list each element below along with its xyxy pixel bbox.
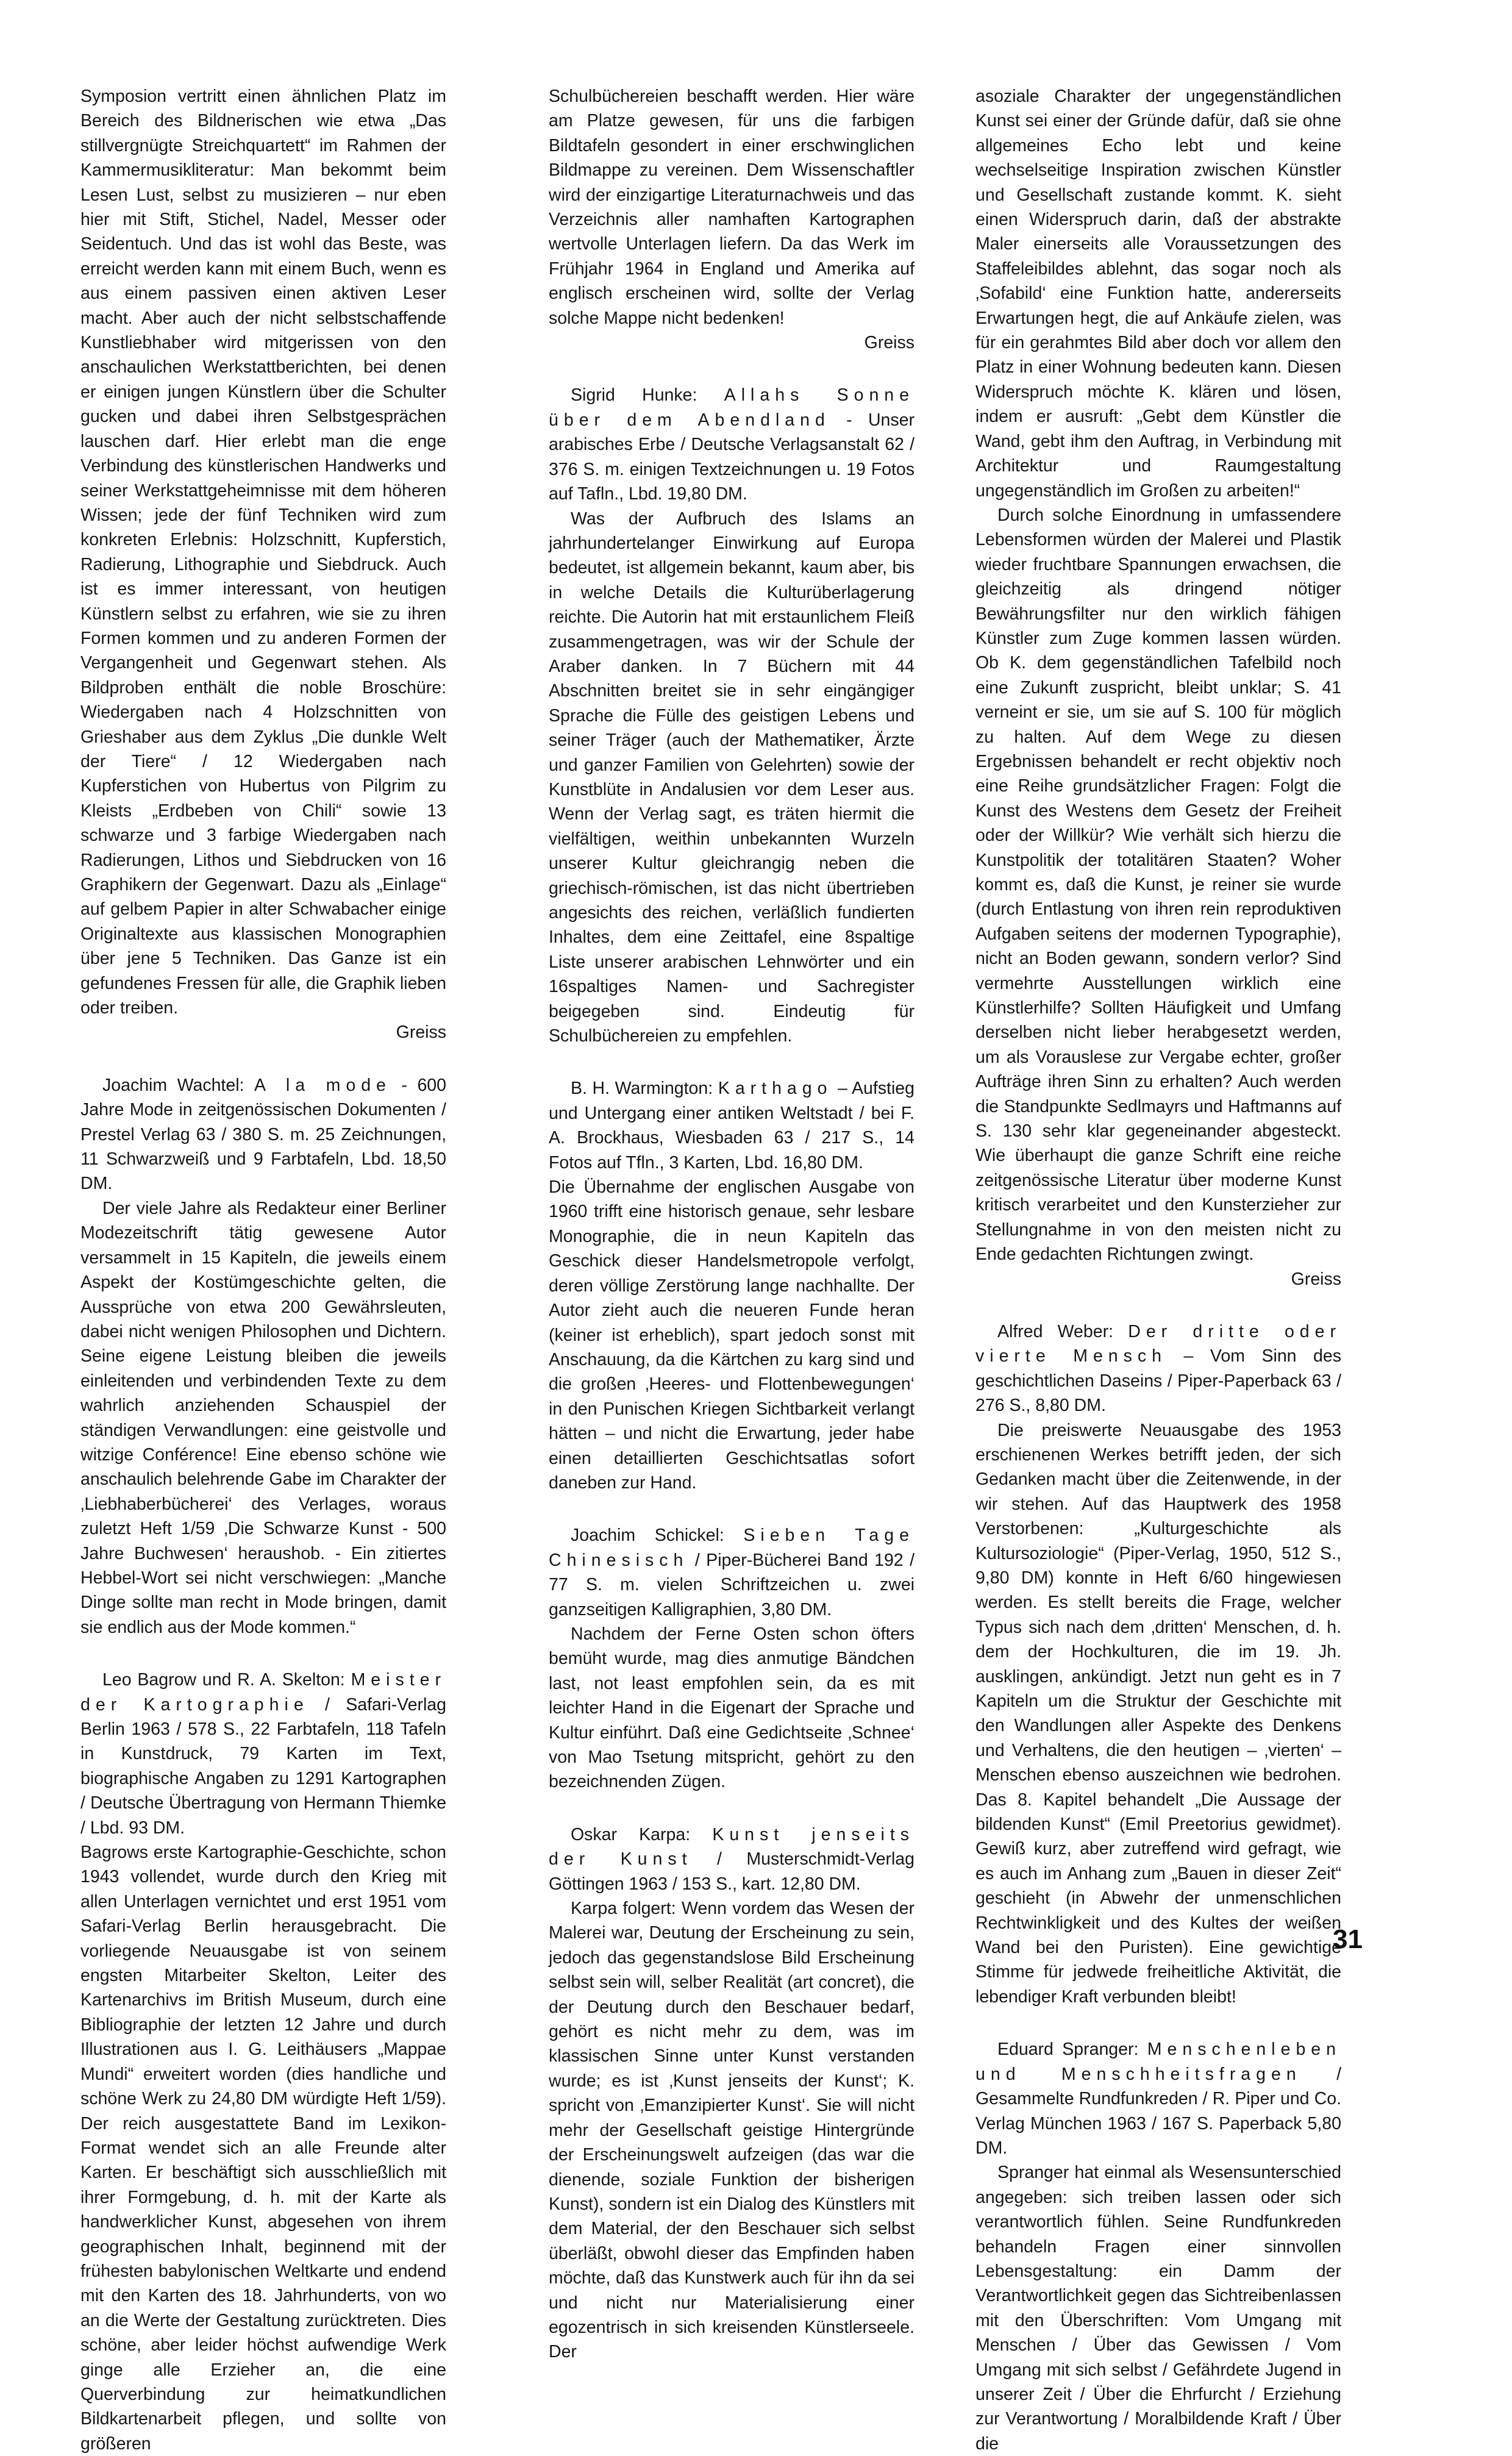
review-paragraph: Symposion vertritt einen ähnlichen Platz im Bereich des Bildnerischen wie etwa „Das stillvergnügte Streichquartett“ im Rahmen der Kammermusikliteratur: Man bekommt beim Lesen Lust, selbst zu musizieren – nur eben hier mit Stift, Stichel, Nadel, Messer oder Seidentuch. Und das ist wohl das Beste, was erreicht werden kann mit einem Buch, wenn es aus einem passiven einen aktiven Leser macht. Aber auch der nicht selbstschaffende Kunstliebhaber wird mitgerissen von den anschaulichen Werkstattberichten, bei denen er einigen jungen Künstlern über die Schulter gucken und dabei ihren Selbstgesprächen lauschen darf. Hier erlebt man die enge Verbindung des künstlerischen Handwerks und seiner Werkstattgeheimnisse mit dem höheren Wissen; jede der fünf Techniken wird zum konkreten Erlebnis: Holzschnitt, Kupferstich, Radierung, Lithographie und Siebdruck. Auch ist es immer interessant, von heutigen Künstlern selbst zu erfahren, wie sie zu ihren Formen kommen und zu anderen Formen der Vergangenheit und Gegenwart stehen. Als Bildproben enthält die noble Broschüre: Wiedergaben nach 4 Holzschnitten von Grieshaber aus dem Zyklus „Die dunkle Welt der Tiere“ / 12 Wiedergaben nach Kupferstichen von Hubertus von Pilgrim zu Kleists „Erdbeben von Chili“ sowie 13 schwarze und 3 farbige Wiedergaben nach Radierungen, Lithos und Siebdrucken von 16 Graphikern der Gegenwart. Dazu als „Einlage“ auf gelbem Papier in alter Schwabacher einige Originaltexte aus klassischen Monographien über jene 5 Techniken. Das Ganze ist ein gefundenes Fressen für alle, die Graphik lieben oder treiben. xyxy=(80,87,446,1018)
review-heading xyxy=(549,1523,915,1622)
review-title: Sieben Tage Chinesisch xyxy=(549,1526,915,1570)
review-heading xyxy=(80,1073,446,1196)
review-author: Oskar Karpa: xyxy=(571,1824,713,1844)
review-title: Allahs Sonne über dem Abendland xyxy=(549,385,915,430)
review-continuation-symposion xyxy=(80,84,446,1045)
review-publication-info: - Unser arabisches Erbe / Deutsche Verlagsanstalt 62 / 376 S. m. einigen Textzeichnungen u. 19 Fotos auf Tafln., Lbd. 19,80 DM. xyxy=(549,410,915,504)
review-publication-info: / Musterschmidt-Verlag Göttingen 1963 / 153 S., kart. 12,80 DM. xyxy=(549,1849,915,1894)
review-paragraph: Die preiswerte Neuausgabe des 1953 erschienenen Werkes betrifft jeden, der sich Gedanken macht über die Zeitenwende, in der wir stehen. Auf das Hauptwerk des 1958 Verstorbenen: „Kulturgeschichte als Kultursoziologie“ (Piper-Verlag, 1950, 512 S., 9,80 DM) konnte in Heft 6/60 hingewiesen werden. Es stellt bereits die Frage, welcher Typus sich nach dem ‚dritten‘ Menschen, d. h. dem der Hochkulturen, die im 19. Jh. ausklingen, ankündigt. Jetzt nun geht es in 7 Kapiteln um die Struktur der Geschichte mit den Wandlungen aller Aspekte des Denkens und Verhaltens, die den heutigen – ‚vierten‘ – Menschen ebenso auszeichnen wie bedrohen. Das 8. Kapitel behandelt „Die Aussage der bildenden Kunst“ (Emil Preetorius gewidmet). Gewiß kurz, aber zutreffend wird gefragt, wie es auch im Anhang zum „Bauen in dieser Zeit“ geschieht (in Abwehr der unmenschlichen Rechtwinkligkeit und des Kultes der weißen Wand bei den Puristen). Eine gewichtige Stimme für jedwede freiheitliche Aktivität, die lebendiger Kraft verbunden bleibt! xyxy=(975,1420,1341,2007)
review-continuation-karpa xyxy=(975,84,1341,1291)
review-signature: Greiss xyxy=(1291,1269,1341,1289)
review-paragraph: Was der Aufbruch des Islams an jahrhundertelanger Einwirkung auf Europa bedeutet, ist allgemein bekannt, kaum aber, bis in welche Details die Kulturüberlagerung reichte. Die Autorin hat mit erstaunlichem Fleiß zusammengetragen, was wir der Schule der Araber danken. In 7 Büchern mit 44 Abschnitten breitet sie in sehr eingängiger Sprache die Fülle des geistigen Lebens und seiner Träger (auch der Mathematiker, Ärzte und ganzer Familien von Gelehrten) sowie der Kunstblüte in Andalusien vor dem Leser aus. Wenn der Verlag sagt, es träten hiermit die vielfältigen, weithin unbekannten Wurzeln unserer Kultur gleichrangig neben die griechisch-römischen, ist das nicht übertrieben angesichts des reichen, verläßlich fundierten Inhaltes, dem eine Zeittafel, eine 8spaltige Liste unserer arabischen Lehnwörter und ein 16spaltiges Namen- und Sachregister beigegeben sind. Eindeutig für Schulbüchereien zu empfehlen. xyxy=(549,509,915,1046)
column-3 xyxy=(975,84,1341,2454)
review-heading xyxy=(975,2037,1341,2160)
review-title: A la mode xyxy=(254,1075,391,1095)
review-publication-info: / Piper-Bücherei Band 192 / 77 S. m. vielen Schriftzeichen u. zwei ganzseitigen Kalligraphien, 3,80 DM. xyxy=(549,1550,915,1619)
review-heading xyxy=(549,383,915,506)
review-heading xyxy=(975,1319,1341,1418)
review-kunst-jenseits-der-kunst xyxy=(549,1822,915,2365)
review-sieben-tage-chinesisch xyxy=(549,1523,915,1794)
review-paragraph: Nachdem der Ferne Osten schon öfters bemüht wurde, mag dies anmutige Bändchen last, not least empfohlen sein, da es mit leichter Hand in die Eigenart der Sprache und Kultur einführt. Daß eine Gedichtseite ‚Schnee‘ von Mao Tsetung mitspricht, gehört zu den bezeichnenden Zügen. xyxy=(549,1624,915,1792)
review-paragraph: Karpa folgert: Wenn vordem das Wesen der Malerei war, Deutung der Erscheinung zu sein, jedoch das gegenstandslose Bild Erscheinung selbst sein will, selber Realität (art concret), die der Deutung durch den Beschauer bedarf, gehört es nicht mehr zu dem, was im klassischen Sinne unter Kunst verstanden wurde; es ist ‚Kunst jenseits der Kunst‘; K. spricht von ‚Emanzipierter Kunst‘. Sie will nicht mehr der Gesellschaft geistige Hintergründe der Erscheinungswelt aufzeigen (das war die dienende, soziale Funktion der bisherigen Kunst), sondern ist ein Dialog des Künstlers mit dem Material, der den Beschauer sich selbst überläßt, obwohl dieser das Empfinden haben möchte, daß das Kunstwerk auch für ihn da sei und nicht nur Materialisierung einer egozentrisch in sich kreisenden Künstlerseele. Der xyxy=(549,1899,915,2362)
review-publication-info: – Aufstieg und Untergang einer antiken Weltstadt / bei F. A. Brockhaus, Wiesbaden 63 / 217 S., 14 Fotos auf Tfln., 3 Karten, Lbd. 16,80 DM. xyxy=(549,1079,915,1173)
page-number: 31 xyxy=(1333,1924,1363,1954)
review-title: Kunst jenseits der Kunst xyxy=(549,1824,915,1869)
review-heading xyxy=(80,1668,446,1840)
review-heading xyxy=(549,1076,915,1175)
review-paragraph: Die Übernahme der englischen Ausgabe von 1960 trifft eine historisch genaue, sehr lesbare Monographie, die in neun Kapiteln das Geschick dieser Handelsmetropole verfolgt, deren völlige Zerstörung lange nachhallte. Der Autor zieht auch die neueren Funde heran (keiner ist erheblich), spart jedoch sonst mit Anschauung, da die Kärtchen zu karg sind und die großen ‚Heeres- und Flottenbewegungen‘ in den Punischen Kriegen Sichtbarkeit verlangt hätten – und nicht die Erwartung, jeder habe einen detaillierten Geschichtsatlas sofort daneben zur Hand. xyxy=(549,1177,915,1493)
review-title: Meister der Kartographie xyxy=(80,1670,446,1715)
review-paragraph: Spranger hat einmal als Wesensunterschied angegeben: sich treiben lassen oder sich verantwortlich fühlen. Seine Rundfunkreden behandeln Fragen einer sinnvollen Lebensgestaltung: ein Damm der Verantwortlichkeit gegen das Sichtreibenlassen mit den Überschriften: Vom Umgang mit Menschen / Über das Gewissen / Vom Umgang mit sich selbst / Gefährdete Jugend in unserer Zeit / Über die Ehrfurcht / Erziehung zur Verantwortung / Moralbildende Kraft / Über die xyxy=(975,2163,1341,2454)
review-author: Alfred Weber: xyxy=(997,1321,1129,1341)
review-paragraph: Der viele Jahre als Redakteur einer Berliner Modezeitschrift tätig gewesene Autor versammelt in 15 Kapiteln, die jeweils einem Aspekt der Kostümgeschichte gelten, die Aussprüche von etwa 200 Gewährsleuten, dabei nicht wenigen Philosophen und Dichtern. Seine eigene Leistung bleiben die jeweils einleitenden und verbindenden Texte zu dem wahrlich anziehenden Schauspiel der ständigen Verwandlungen: eine geistvolle und witzige Conférence! Eine ebenso schöne wie anschaulich belehrende Gabe im Charakter der ‚Liebhaberbücherei‘ des Verlages, woraus zuletzt Heft 1/59 ‚Die Schwarze Kunst - 500 Jahre Buchwesen‘ heraushob. - Ein zitiertes Hebbel-Wort sei nicht verschwiegen: „Manche Dinge sollte man recht in Mode bringen, damit sie endlich aus der Mode kommen.“ xyxy=(80,1198,446,1637)
review-publication-info: – Vom Sinn des geschichtlichen Daseins / Piper-Paperback 63 / 276 S., 8,80 DM. xyxy=(975,1346,1341,1416)
column-2 xyxy=(549,84,915,2362)
review-paragraph: asoziale Charakter der ungegenständlichen Kunst sei einer der Gründe dafür, daß sie ohne allgemeines Echo lebt und keine wechselseitige Inspiration zwischen Künstler und Gesellschaft zustande kommt. K. sieht einen Widerspruch darin, daß der abstrakte Maler einerseits alle Voraussetzungen des Staffeleibildes ablehnt, das sogar noch als ‚Sofabild‘ eine Funktion hatte, andererseits Erwartungen hegt, die auf Ankäufe zielen, was für ein gerahmtes Bild aber doch vor allem den Platz in einer Wohnung bedeuten kann. Diesen Widerspruch möchte K. klären und lösen, indem er ausruft: „Gebt dem Künstler die Wand, gebt ihm den Auftrag, in Verbindung mit Architektur und Raumgestaltung ungegenständlich im Großen zu arbeiten!“ xyxy=(975,87,1341,501)
review-author: Leo Bagrow und R. A. Skelton: xyxy=(102,1670,351,1690)
review-paragraph: Schulbüchereien beschafft werden. Hier wäre am Platze gewesen, für uns die farbigen Bildtafeln gesondert in einer erschwinglichen Bildmappe zu vereinen. Dem Wissenschaftler wird der einzigartige Literaturnachweis und das Verzeichnis aller namhaften Kartographen wertvolle Unterlagen liefern. Da das Werk im Frühjahr 1964 in England und Amerika auf englisch erscheinen wird, sollte der Verlag solche Mappe nicht bedenken! xyxy=(549,87,915,328)
review-title: Der dritte oder vierte Mensch xyxy=(975,1321,1341,1366)
review-karthago xyxy=(549,1076,915,1495)
review-der-dritte-oder-vierte-mensch xyxy=(975,1319,1341,2009)
review-signature: Greiss xyxy=(864,333,915,353)
review-author: Eduard Spranger: xyxy=(997,2040,1147,2060)
review-meister-der-kartographie xyxy=(80,1668,446,2456)
review-author: B. H. Warmington: xyxy=(571,1079,718,1099)
review-allahs-sonne xyxy=(549,383,915,1048)
review-author: Joachim Schickel: xyxy=(571,1526,744,1546)
review-a-la-mode xyxy=(80,1073,446,1640)
review-paragraph: Durch solche Einordnung in umfassendere Lebensformen würden der Malerei und Plastik wieder fruchtbare Spannungen erwachsen, die gleichzeitig als dringend nötiger Bewährungsfilter nur den wirklich fähigen Künstler zum Zuge kommen lassen würden. Ob K. dem gegenständlichen Tafelbild noch eine Zukunft zuspricht, bleibt unklar; S. 41 verneint er sie, um sie auf S. 100 für möglich zu halten. Auf dem Wege zu diesen Ergebnissen behandelt er recht objektiv noch eine Reihe grundsätzlicher Fragen: Folgt die Kunst des Westens dem Gesetz der Freiheit oder der Willkür? Wie verhält sich hierzu die Kunstpolitik der totalitären Staaten? Woher kommt es, daß die Kunst, je reiner sie wurde (durch Entlastung von ihren rein reproduktiven Aufgaben seitens der modernen Typographie), nicht an Boden gewann, sondern verlor? Sind vermehrte Ausstellungen wirklich eine Künstlerhilfe? Sollten Häufigkeit und Umfang derselben nicht lieber herabgesetzt werden, um als Vorauslese zur Vergabe echter, großer Aufträge ihren Sinn zu erhalten? Auch werden die Standpunkte Sedlmayrs und Haftmanns auf S. 130 sehr klar gegeneinander abgesteckt. Wie überhaupt die ganze Schrift eine reiche zeitgenössische Literatur über moderne Kunst kritisch verarbeitet und den Kunsterzieher zur Stellungnahme in von den meisten nicht zu Ende gedachten Richtungen zwingt. xyxy=(975,505,1341,1265)
review-title: Karthago xyxy=(718,1079,833,1099)
review-publication-info: / Gesammelte Rundfunkreden / R. Piper und Co. Verlag München 1963 / 167 S. Paperback 5,80 DM. xyxy=(975,2064,1341,2158)
review-continuation-kartographie xyxy=(549,84,915,355)
review-heading xyxy=(549,1822,915,1896)
review-title: Menschenleben und Menschheitsfragen xyxy=(975,2040,1341,2084)
review-author: Joachim Wachtel: xyxy=(102,1075,254,1095)
review-menschenleben-und-menschheitsfragen xyxy=(975,2037,1341,2456)
review-paragraph: Bagrows erste Kartographie-Geschichte, schon 1943 vollendet, wurde durch den Krieg mit allen Unterlagen vernichtet und erst 1951 vom Safari-Verlag Berlin herausgebracht. Die vorliegende Neuausgabe ist von seinem engsten Mitarbeiter Skelton, Leiter des Kartenarchivs im British Museum, durch eine Bibliographie der letzten 12 Jahre und durch Illustrationen aus I. G. Leithäusers „Mappae Mundi“ erweitert worden (dies handliche und schöne Werk zu 24,80 DM würdigte Heft 1/59). Der reich ausgestattete Band im Lexikon-Format wendet sich an alle Freunde alter Karten. Er beschäftigt sich ausschließlich mit ihrer Formgebung, d. h. mit der Karte als handwerklicher Kunst, abgesehen von ihrem geographischen Inhalt, beginnend mit der frühesten babylonischen Weltkarte und endend mit den Karten des 18. Jahrhunderts, von wo an die Werte der Gestaltung zurücktreten. Dies schöne, aber leider höchst aufwendige Werk ginge alle Erzieher an, die eine Querverbindung zur heimatkundlichen Bildkartenarbeit pflegen, und sollte von größeren xyxy=(80,1843,446,2454)
column-1 xyxy=(80,84,446,2454)
review-publication-info: - 600 Jahre Mode in zeitgenössischen Dokumenten / Prestel Verlag 63 / 380 S. m. 25 Zeichnungen, 11 Schwarzweiß und 9 Farbtafeln, Lbd. 18,50 DM. xyxy=(80,1075,446,1194)
review-signature: Greiss xyxy=(396,1023,446,1043)
review-publication-info: / Safari-Verlag Berlin 1963 / 578 S., 22 Farbtafeln, 118 Tafeln in Kunstdruck, 79 Karten im Text, biographische Angaben zu 1291 Kartographen / Deutsche Übertragung von Hermann Thiemke / Lbd. 93 DM. xyxy=(80,1694,446,1838)
review-author: Sigrid Hunke: xyxy=(571,385,724,405)
